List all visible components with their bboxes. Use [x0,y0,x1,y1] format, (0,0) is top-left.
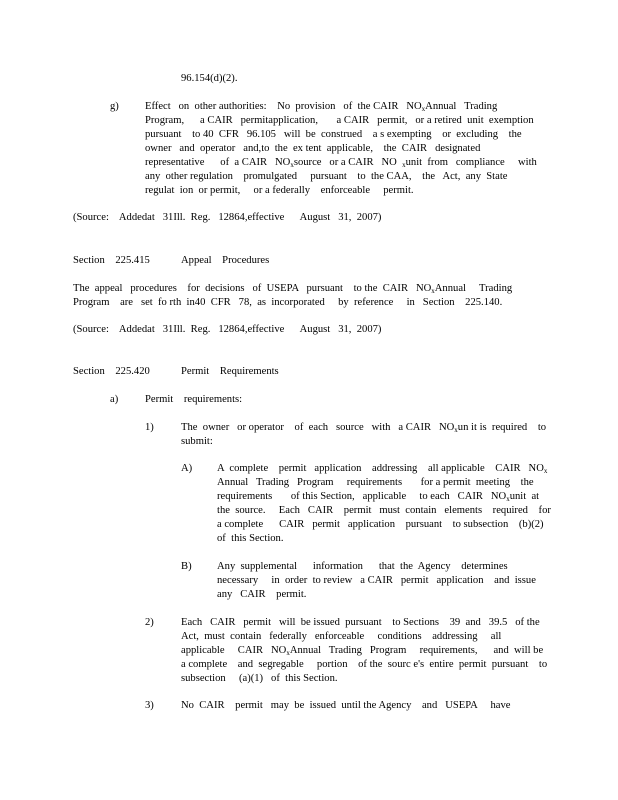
subscript: x [402,161,406,169]
text-segment: a complete CAIR permit application pursuant to subsection (b)(2) [217,519,544,530]
text-line [181,658,547,672]
item-3-label: 3) [145,700,154,711]
text-segment: any CAIR permit. [217,589,307,600]
item-A-paragraph [217,462,551,546]
text-line [217,574,536,588]
text-line [217,462,551,476]
text-segment: Annual Trading [425,101,498,112]
text-line [217,490,551,504]
text-line [181,699,510,713]
text-line [181,672,547,686]
text-segment: Any supplemental information that the Agency determines [217,561,508,572]
text-line [145,114,537,128]
text-segment: applicable CAIR NO [181,645,287,656]
text-segment: The appeal procedures for decisions of USEPA pursuant to the CAIR NO [73,283,432,294]
text-line [181,435,546,449]
text-line [217,476,551,490]
text-line [181,616,547,630]
text-line [217,504,551,518]
text-line [73,282,512,296]
section-420-number: Section 225.420 [73,366,150,377]
text-line [145,142,537,156]
text-segment: Annual Trading Program requirements, and will be [289,645,544,656]
text-segment: un it is required to [457,422,547,433]
item-B-paragraph [217,560,536,602]
text-segment: pursuant to 40 CFR 96.105 will be construed a s exempting or excluding the [145,129,522,140]
text-segment: regulat ion or permit, or a federally enforceable permit. [145,185,414,196]
text-segment: unit at [509,491,540,502]
text-segment: A complete permit application addressing all applicable CAIR NO [217,463,544,474]
text-line [145,170,537,184]
text-segment: the source. Each CAIR permit must contain elements required for [217,505,551,516]
text-segment: Each CAIR permit will be issued pursuant to Sections 39 and 39.5 of the [181,617,540,628]
subscript: x [286,649,290,657]
item-1-paragraph [181,421,546,449]
text-segment: necessary in order to review a CAIR permit application and issue [217,575,536,586]
text-segment: Program are set fo rth in40 CFR 78, as incorporated by reference in Section 225.140. [73,297,503,308]
text-segment: owner and operator and,to the ex tent applicable, the CAIR designated [145,143,481,154]
section-415-number: Section 225.415 [73,255,150,266]
item-3-paragraph [181,699,510,713]
text-line [217,518,551,532]
subscript: x [543,467,548,475]
text-segment: submit: [181,436,213,447]
subscript: x [431,287,435,295]
text-segment: Act, must contain federally enforceable conditions addressing all [181,631,502,642]
section-420-title: Permit Requirements [181,366,279,377]
text-line [145,156,537,170]
text-line [145,184,537,198]
text-segment: of this Section. [217,533,284,544]
text-segment: source or a CAIR NO [293,157,403,168]
text-segment: subsection (a)(1) of this Section. [181,673,338,684]
subsection-a-heading: Permit requirements: [145,394,243,405]
source-note-1: (Source: Addedat 31Ill. Reg. 12864,effective August 31, 2007) [73,212,382,223]
text-segment: Effect on other authorities: No provision of the CAIR NO [145,101,422,112]
text-segment: No CAIR permit may be issued until the Agency and USEPA have [181,700,511,711]
item-g-label: g) [110,101,119,112]
item-1-label: 1) [145,422,154,433]
item-A-label: A) [181,463,193,474]
text-segment: unit from compliance with [405,157,537,168]
text-segment: a complete and segregable portion of the sourc e's entire permit pursuant to [181,659,548,670]
section-415-paragraph [73,282,512,310]
text-segment: The owner or operator of each source with a CAIR NO [181,422,455,433]
text-segment: representative of a CAIR NO [145,157,291,168]
subscript: x [454,426,458,434]
item-g-paragraph [145,100,537,198]
item-2-paragraph [181,616,547,686]
text-line [73,296,512,310]
item-B-label: B) [181,561,192,572]
text-line [145,128,537,142]
text-line [181,630,547,644]
item-2-label: 2) [145,617,154,628]
text-line [145,100,537,114]
subsection-a-label: a) [110,394,119,405]
text-segment: requirements of this Section, applicable to each CAIR NO [217,491,507,502]
section-415-title: Appeal Procedures [181,255,270,266]
citation-fragment: 96.154(d)(2). [181,73,238,84]
text-segment: Annual Trading Program requirements for a permit meeting the [217,477,534,488]
text-segment: Annual Trading [434,283,513,294]
text-line [181,644,547,658]
subscript: x [506,495,510,503]
text-line [217,588,536,602]
source-note-2: (Source: Addedat 31Ill. Reg. 12864,effective August 31, 2007) [73,324,382,335]
subscript: x [290,161,294,169]
text-segment: Program, a CAIR permitapplication, a CAIR permit, or a retired unit exemption [145,115,534,126]
subscript: x [421,105,426,113]
text-line [181,421,546,435]
text-line [217,560,536,574]
text-segment: any other regulation promulgated pursuant to the CAA, the Act, any State [145,171,508,182]
text-line [217,532,551,546]
